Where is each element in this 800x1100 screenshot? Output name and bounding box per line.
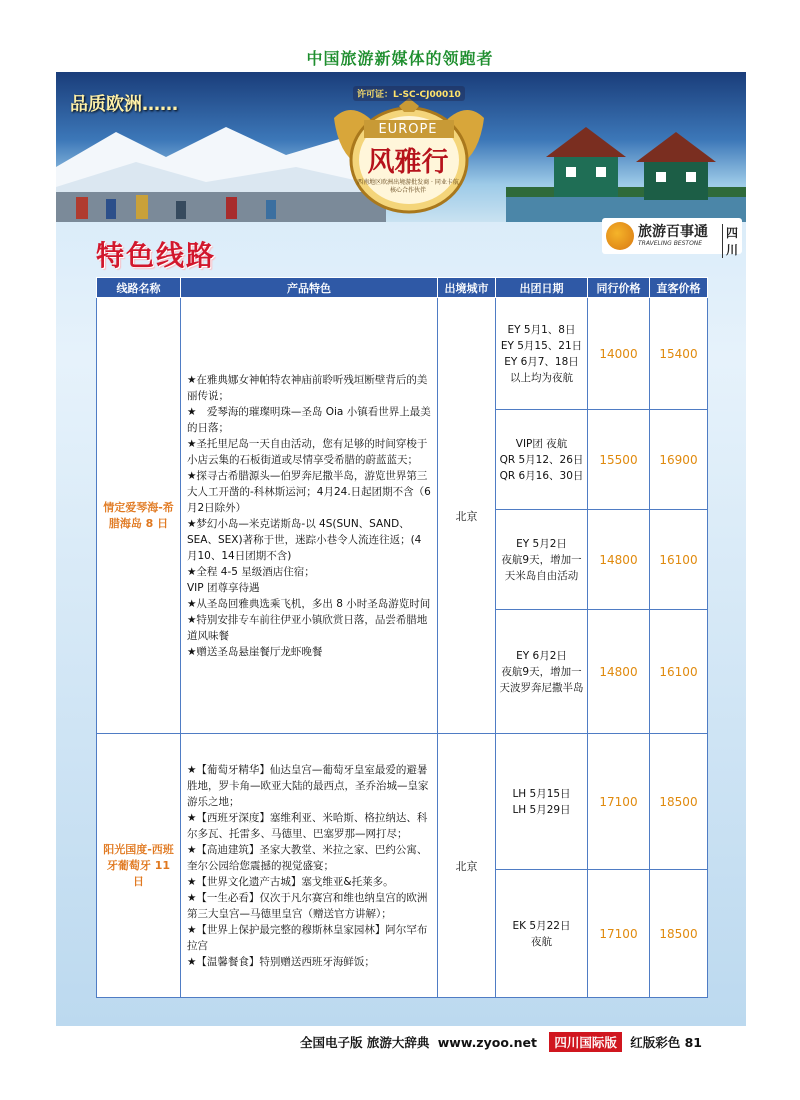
peer-price: 14800 (588, 510, 650, 610)
feature-item: ★【世界上保护最完整的穆斯林皇家园林】阿尔罕布拉宫 (187, 923, 428, 952)
header-departure-city: 出境城市 (438, 278, 496, 298)
footer-url[interactable]: www.zyoo.net (437, 1034, 538, 1050)
route-features (181, 734, 438, 998)
departure-dates: EK 5月22日 夜航 (496, 870, 588, 998)
traveler-icon (606, 222, 634, 250)
feature-item: ★梦幻小岛—米克诺斯岛-以 4S(SUN、SAND、SEA、SEX)著称于世，迷踪小巷令人流连往返；(4月10、14日团期不含) (187, 517, 422, 562)
footer-left: 全国电子版 旅游大辞典 (300, 1035, 430, 1050)
direct-price: 16100 (650, 610, 708, 734)
feature-item: ★【一生必看】仅次于凡尔赛宫和维也纳皇宫的欧洲第三大皇宫—马德里皇宫（赠送官方讲解）； (187, 891, 428, 920)
feature-item: VIP 团尊享待遇 (187, 581, 260, 594)
route-name: 情定爱琴海-希腊海岛 8 日 (97, 298, 181, 734)
feature-item: ★圣托里尼岛一天自由活动，您有足够的时间穿梭于小店云集的石板街道或尽情享受希腊的蔚蓝蓝天； (187, 437, 428, 466)
banner-left-title: 品质欧洲…… (70, 94, 178, 115)
route-name: 阳光国度-西班牙葡萄牙 11 日 (97, 734, 181, 998)
feature-item: ★【葡萄牙精华】仙达皇宫—葡萄牙皇室最爱的避暑胜地，罗卡角—欧亚大陆的最西点，圣乔治城—皇家游乐之地； (187, 763, 429, 808)
departure-city: 北京 (438, 298, 496, 734)
feature-item: ★【高迪建筑】圣家大教堂、米拉之家、巴约公寓、奎尔公园给您震撼的视觉盛宴； (187, 843, 428, 872)
peer-price: 15500 (588, 410, 650, 510)
europe-label: EUROPE (378, 122, 438, 137)
brand-subtitle: 西南地区欧洲出境游批发商 · 同业卡航核心合作伙伴 (357, 179, 459, 194)
feature-item: ★特别安排专车前往伊亚小镇欣赏日落，品尝希腊地道风味餐 (187, 613, 428, 642)
direct-price: 18500 (650, 734, 708, 870)
feature-item: ★【温馨餐食】特别赠送西班牙海鲜饭； (187, 955, 375, 968)
routes-table (96, 277, 708, 998)
page-footer (300, 1032, 760, 1052)
footer-right: 红版彩色 81 (630, 1035, 702, 1050)
direct-price: 16900 (650, 410, 708, 510)
brand-name: 风雅行 (367, 147, 449, 178)
partner-province: 四川 (722, 224, 742, 258)
partner-english: TRAVELING BESTONE (638, 240, 703, 247)
peer-price: 14800 (588, 610, 650, 734)
section-title: 特色线路 (96, 239, 217, 272)
header-features: 产品特色 (181, 278, 438, 298)
departure-dates: EY 5月2日 夜航9天，增加一 天米岛自由活动 (496, 510, 588, 610)
feature-item: ★在雅典娜女神帕特农神庙前聆听残垣断壁背后的美丽传说； (187, 373, 428, 402)
partner-name: 旅游百事通 (638, 224, 708, 240)
direct-price: 16100 (650, 510, 708, 610)
header-direct-price: 直客价格 (650, 278, 708, 298)
departure-dates: EY 5月1、8日 EY 5月15、21日 EY 6月7、18日 以上均为夜航 (496, 298, 588, 410)
feature-item: ★【西班牙深度】塞维利亚、米哈斯、格拉纳达、科尔多瓦、托雷多、马德里、巴塞罗那—网打尽； (187, 811, 428, 840)
feature-item: ★探寻古希腊源头—伯罗奔尼撒半岛，游览世界第三大人工开凿的-科林斯运河；4月24.日起团期不含（6月2日除外） (187, 469, 431, 514)
feature-item: ★从圣岛回雅典选乘飞机，多出 8 小时圣岛游览时间 (187, 597, 431, 610)
license-number: 许可证：L-SC-CJ00010 (353, 86, 465, 101)
direct-price: 15400 (650, 298, 708, 410)
table-row (97, 298, 708, 410)
departure-dates: VIP团 夜航 QR 5月12、26日 QR 6月16、30日 (496, 410, 588, 510)
feature-item: ★全程 4-5 星级酒店住宿； (187, 565, 315, 578)
partner-logo (602, 218, 742, 257)
top-slogan: 中国旅游新媒体的领跑者 (306, 49, 494, 68)
header-departure-date: 出团日期 (496, 278, 588, 298)
departure-dates: LH 5月15日 LH 5月29日 (496, 734, 588, 870)
windmill-village-image (506, 117, 746, 222)
footer-edition-tag: 四川国际版 (549, 1032, 622, 1052)
departure-city: 北京 (438, 734, 496, 998)
feature-item: ★【世界文化遗产古城】塞戈维亚&托莱多。 (187, 875, 394, 888)
header-peer-price: 同行价格 (588, 278, 650, 298)
departure-dates: EY 6月2日 夜航9天，增加一 天波罗奔尼撒半岛 (496, 610, 588, 734)
feature-item: ★赠送圣岛悬崖餐厅龙虾晚餐 (187, 645, 323, 658)
route-features (181, 298, 438, 734)
feature-item: ★ 爱琴海的璀璨明珠—圣岛 Oia 小镇看世界上最美的日落； (187, 405, 431, 434)
table-header-row (97, 278, 708, 298)
header-route-name: 线路名称 (97, 278, 181, 298)
peer-price: 14000 (588, 298, 650, 410)
peer-price: 17100 (588, 870, 650, 998)
peer-price: 17100 (588, 734, 650, 870)
direct-price: 18500 (650, 870, 708, 998)
table-row (97, 734, 708, 870)
banner (56, 72, 746, 222)
